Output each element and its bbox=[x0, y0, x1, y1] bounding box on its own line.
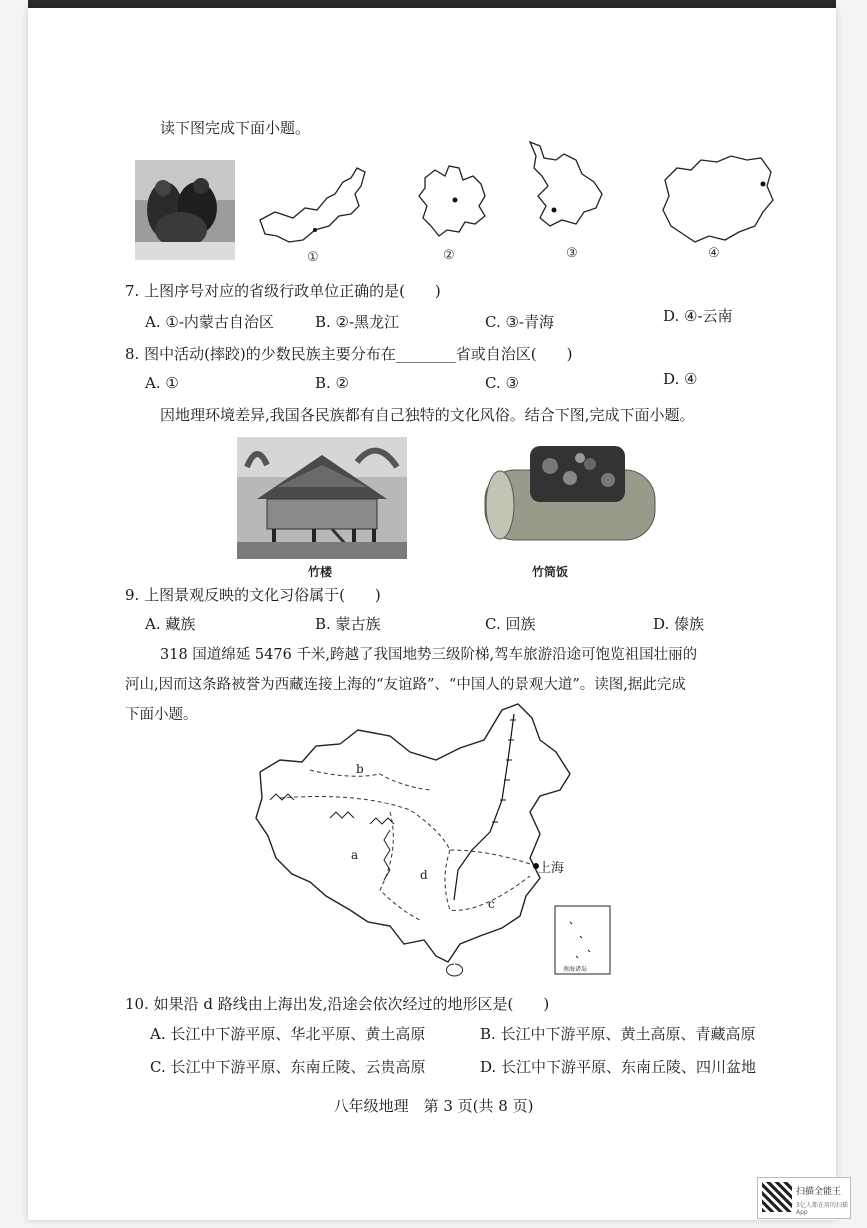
bamboo-house-caption: 竹楼 bbox=[308, 565, 333, 579]
q10-option-a[interactable]: A. 长江中下游平原、华北平原、黄土高原 bbox=[150, 1025, 426, 1043]
route-label-d: d bbox=[420, 868, 428, 882]
q8-option-a[interactable]: A. ① bbox=[145, 374, 179, 392]
q8-option-d[interactable]: D. ④ bbox=[663, 370, 698, 388]
map-label-4: ④ bbox=[708, 246, 720, 261]
province-map-1 bbox=[255, 160, 375, 260]
bamboo-house-photo bbox=[237, 437, 407, 559]
inset-label: 南海诸岛 bbox=[563, 966, 588, 973]
scanner-subtitle: 3亿人都在用的扫描App bbox=[796, 1202, 848, 1216]
scanner-title: 扫描全能王 bbox=[796, 1187, 842, 1197]
map-label-3: ③ bbox=[566, 246, 578, 261]
bamboo-rice-photo bbox=[470, 440, 660, 552]
map-label-1: ① bbox=[307, 250, 319, 265]
q10-option-c[interactable]: C. 长江中下游平原、东南丘陵、云贵高原 bbox=[150, 1058, 426, 1076]
route-label-b: b bbox=[356, 762, 364, 776]
q9-option-d[interactable]: D. 傣族 bbox=[653, 615, 705, 633]
province-map-3 bbox=[520, 138, 610, 238]
intro-text-1: 读下图完成下面小题。 bbox=[160, 119, 311, 137]
q10-option-b[interactable]: B. 长江中下游平原、黄土高原、青藏高原 bbox=[480, 1025, 756, 1043]
q9-option-c[interactable]: C. 回族 bbox=[485, 615, 536, 633]
q9-stem: 9. 上图景观反映的文化习俗属于( ) bbox=[125, 586, 381, 604]
q8-option-b[interactable]: B. ② bbox=[315, 374, 350, 392]
route-label-c: c bbox=[488, 897, 495, 911]
qr-code-icon bbox=[762, 1182, 792, 1212]
q10-stem: 10. 如果沿 d 路线由上海出发,沿途会依次经过的地形区是( ) bbox=[125, 995, 550, 1013]
q7-stem: 7. 上图序号对应的省级行政单位正确的是( ) bbox=[125, 282, 441, 300]
q8-option-c[interactable]: C. ③ bbox=[485, 374, 519, 392]
q8-stem: 8. 图中活动(摔跤)的少数民族主要分布在________省或自治区( ) bbox=[125, 345, 573, 363]
q9-option-a[interactable]: A. 藏族 bbox=[145, 615, 196, 633]
city-label-shanghai: 上海 bbox=[538, 861, 565, 876]
intro-text-3-line1: 318 国道绵延 5476 千米,跨越了我国地势三级阶梯,驾车旅游沿途可饱览祖国壮丽的 bbox=[160, 647, 698, 663]
q7-option-a[interactable]: A. ①-内蒙古自治区 bbox=[145, 313, 274, 331]
q9-option-b[interactable]: B. 蒙古族 bbox=[315, 615, 381, 633]
q7-option-b[interactable]: B. ②-黑龙江 bbox=[315, 313, 400, 331]
bamboo-rice-caption: 竹筒饭 bbox=[532, 565, 569, 579]
wrestling-photo bbox=[135, 160, 235, 260]
china-route-map bbox=[240, 700, 620, 980]
q7-option-d[interactable]: D. ④-云南 bbox=[663, 307, 733, 325]
intro-text-2: 因地理环境差异,我国各民族都有自己独特的文化风俗。结合下图,完成下面小题。 bbox=[160, 406, 695, 424]
map-label-2: ② bbox=[443, 248, 455, 263]
q7-option-c[interactable]: C. ③-青海 bbox=[485, 313, 554, 331]
page-footer: 八年级地理 第 3 页(共 8 页) bbox=[333, 1097, 534, 1115]
province-map-4 bbox=[655, 150, 780, 250]
intro-text-3-line3: 下面小题。 bbox=[125, 707, 198, 723]
intro-text-3-line2: 河山,因而这条路被誉为西藏连接上海的“友谊路”、“中国人的景观大道”。读图,据此完成 bbox=[125, 677, 686, 693]
scanner-watermark bbox=[757, 1177, 851, 1219]
q10-option-d[interactable]: D. 长江中下游平原、东南丘陵、四川盆地 bbox=[480, 1058, 757, 1076]
province-map-2 bbox=[415, 160, 495, 250]
route-label-a: a bbox=[351, 848, 359, 862]
